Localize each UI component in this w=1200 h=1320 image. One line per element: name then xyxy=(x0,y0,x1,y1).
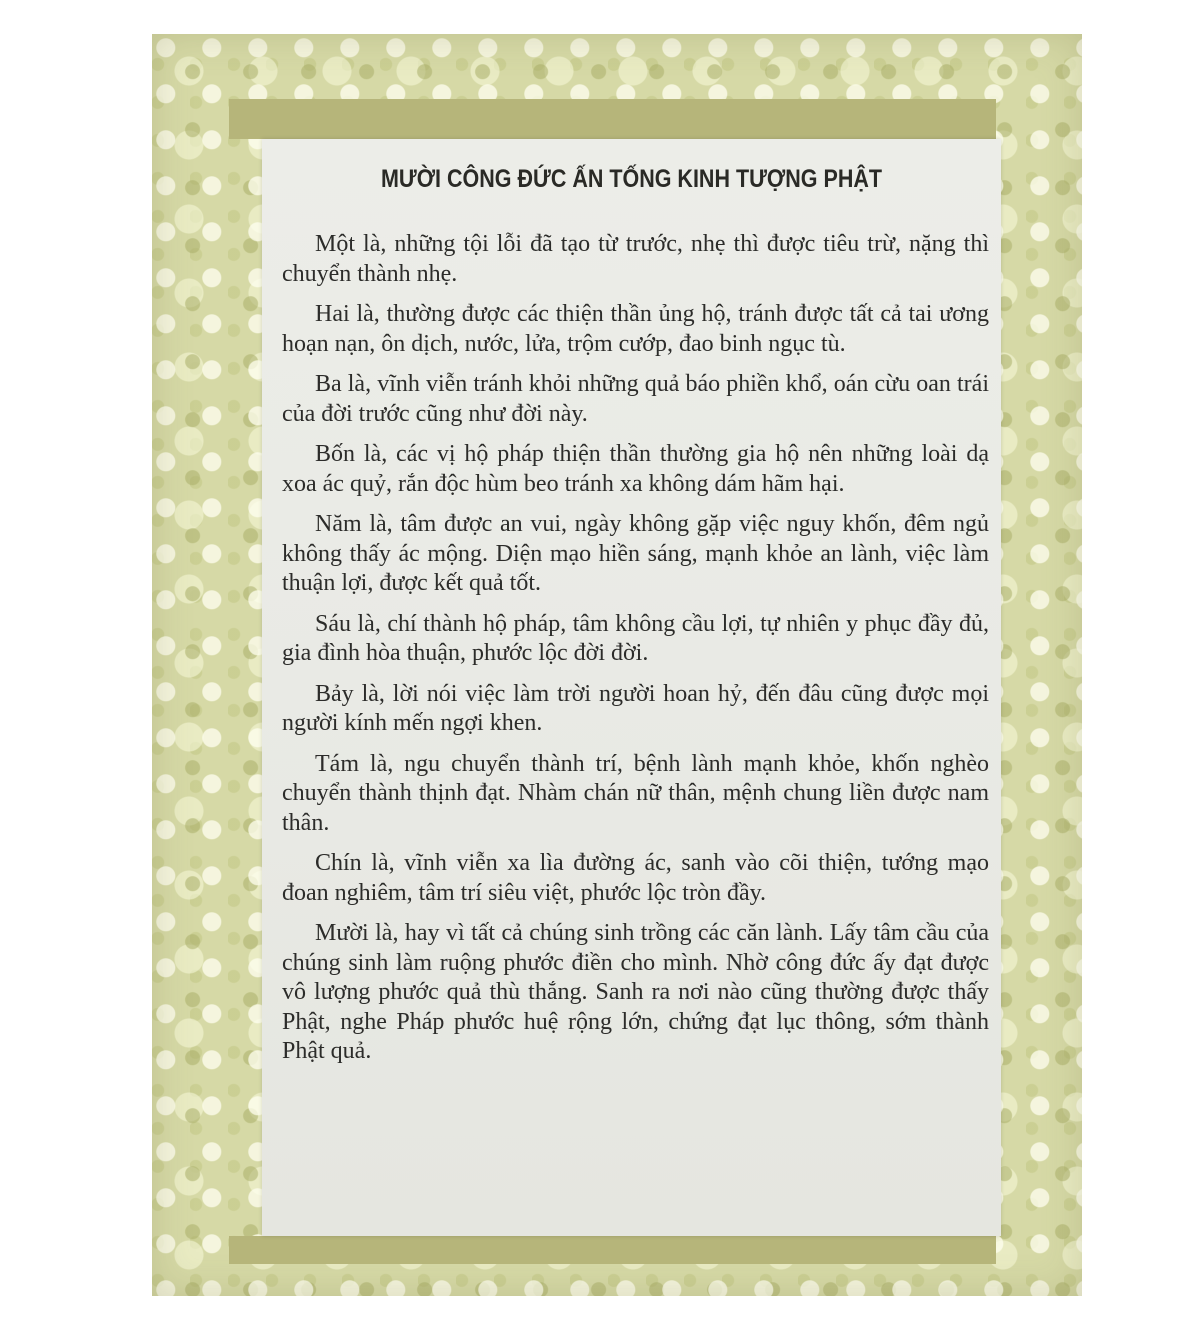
text-page xyxy=(262,139,1001,1236)
paragraph-9: Chín là, vĩnh viễn xa lìa đường ác, sanh vào cõi thiện, tướng mạo đoan nghiêm, tâm trí siêu việt, phước lộc tròn đầy. xyxy=(282,850,989,906)
paragraph-10: Mười là, hay vì tất cả chúng sinh trồng các căn lành. Lấy tâm cầu của chúng sinh làm ruộng phước điền cho mình. Nhờ công đức ấy đạt được vô lượng phước quả thù thắng. Sanh ra nơi nào cũng thường được thấy Phật, nghe Pháp phước huệ rộng lớn, chứng đạt lục thông, sớm thành Phật quả. xyxy=(282,920,989,1064)
paragraph-6: Sáu là, chí thành hộ pháp, tâm không cầu lợi, tự nhiên y phục đầy đủ, gia đình hòa thuận, phước lộc đời đời. xyxy=(282,610,989,666)
bottom-border-band xyxy=(229,1236,996,1264)
paragraph-7: Bảy là, lời nói việc làm trời người hoan hỷ, đến đâu cũng được mọi người kính mến ngợi khen. xyxy=(282,680,989,736)
paragraph-1: Một là, những tội lỗi đã tạo từ trước, nhẹ thì được tiêu trừ, nặng thì chuyển thành nhẹ. xyxy=(282,231,989,287)
paragraph-3: Ba là, vĩnh viễn tránh khỏi những quả báo phiền khổ, oán cừu oan trái của đời trước cũng như đời này. xyxy=(282,371,989,427)
paragraph-5: Năm là, tâm được an vui, ngày không gặp việc nguy khốn, đêm ngủ không thấy ác mộng. Diện mạo hiền sáng, mạnh khỏe an lành, việc làm thuận lợi, được kết quả tốt. xyxy=(282,511,989,596)
paragraph-8: Tám là, ngu chuyển thành trí, bệnh lành mạnh khỏe, khốn nghèo chuyển thành thịnh đạt. Nhàm chán nữ thân, mệnh chung liền được nam thân. xyxy=(282,750,989,836)
top-border-band xyxy=(229,99,996,139)
body-text xyxy=(282,230,989,1078)
paragraph-4: Bốn là, các vị hộ pháp thiện thần thường gia hộ nên những loài dạ xoa ác quỷ, rắn độc hùm beo tránh xa không dám hãm hại. xyxy=(282,441,989,497)
page-title: MƯỜI CÔNG ĐỨC ẤN TỐNG KINH TƯỢNG PHẬT xyxy=(380,165,883,193)
paragraph-2: Hai là, thường được các thiện thần ủng hộ, tránh được tất cả tai ương hoạn nạn, ôn dịch, nước, lửa, trộm cướp, đao binh ngục tù. xyxy=(282,301,989,357)
